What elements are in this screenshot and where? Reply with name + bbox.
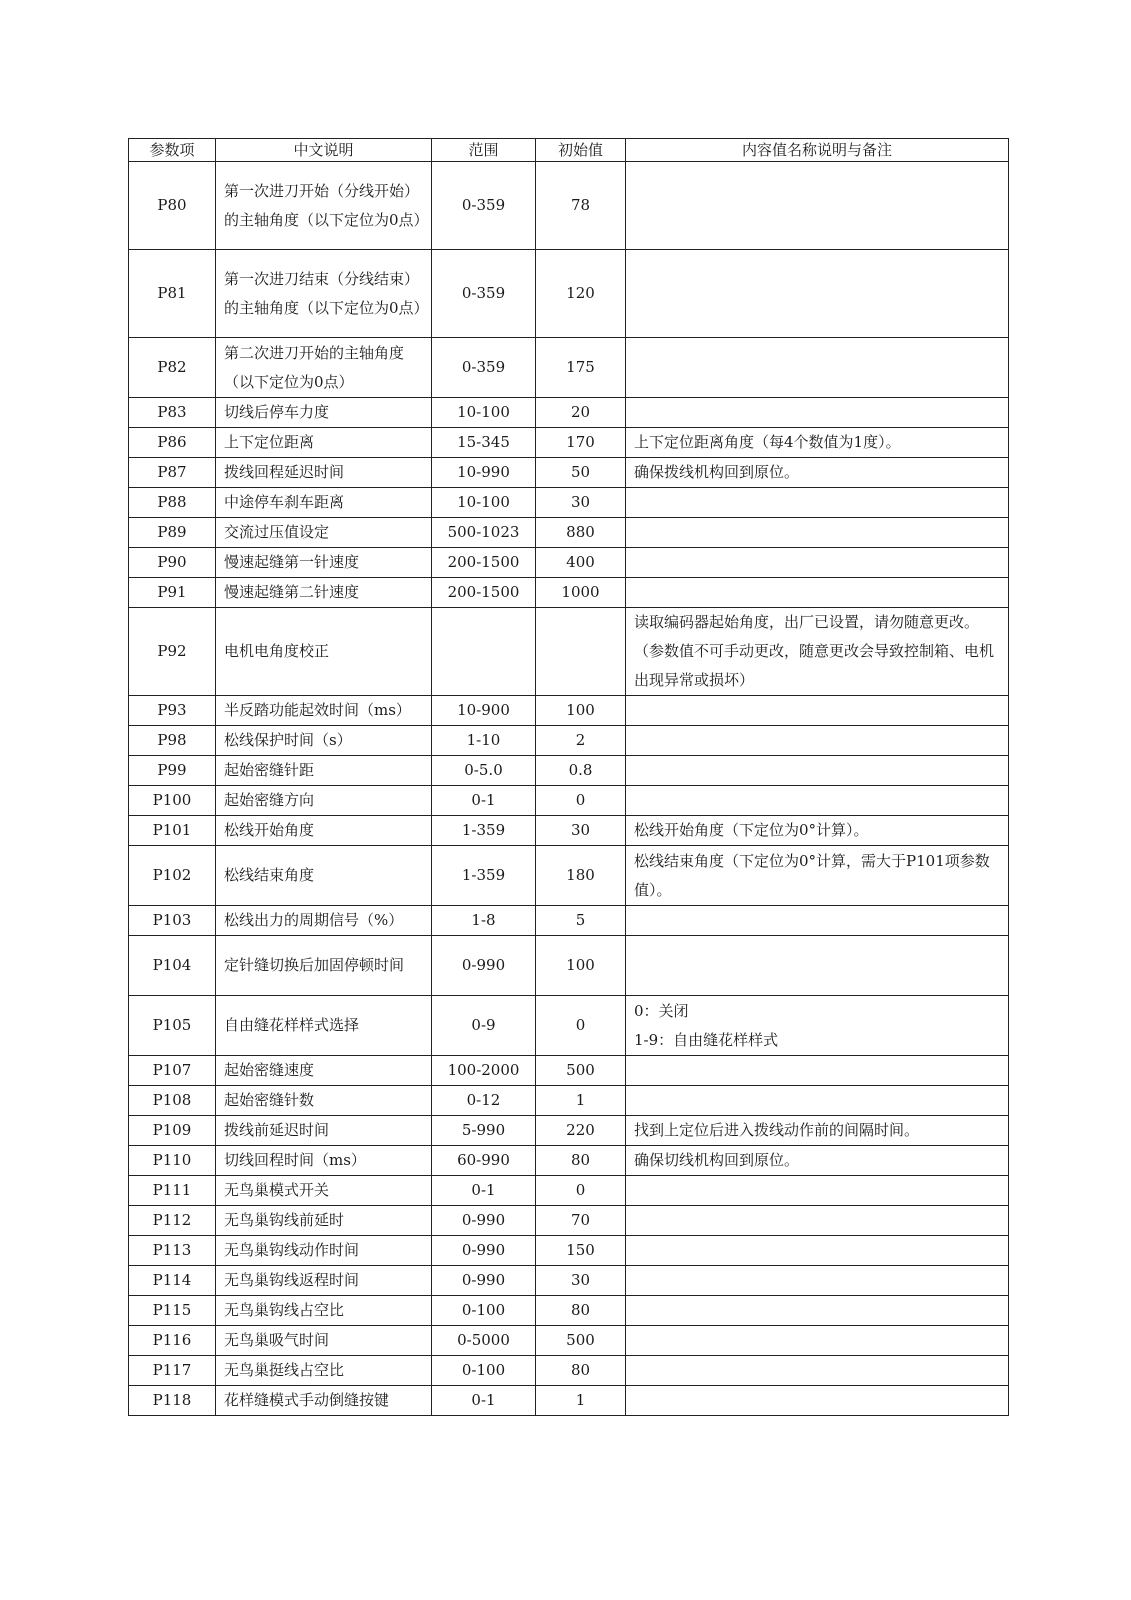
table-row [129,1176,1009,1206]
param-initial-value-cell: 78 [536,162,626,250]
param-initial-value-cell: 175 [536,338,626,398]
table-row [129,398,1009,428]
param-description-cell: 起始密缝针距 [216,756,432,786]
param-initial-value-cell: 0.8 [536,756,626,786]
param-id-cell: P105 [129,996,216,1056]
table-row [129,1356,1009,1386]
table-row [129,786,1009,816]
param-description-cell: 无鸟巢钩线前延时 [216,1206,432,1236]
param-note-cell [626,1296,1009,1326]
param-id-cell: P107 [129,1056,216,1086]
table-row [129,1266,1009,1296]
param-range-cell: 0-12 [432,1086,536,1116]
param-initial-value-cell: 120 [536,250,626,338]
table-row [129,1086,1009,1116]
param-initial-value-cell: 1 [536,1386,626,1416]
table-row [129,1116,1009,1146]
param-id-cell: P112 [129,1206,216,1236]
param-id-cell: P86 [129,428,216,458]
param-id-cell: P90 [129,548,216,578]
table-row [129,548,1009,578]
param-range-cell: 0-359 [432,250,536,338]
param-note-cell [626,1266,1009,1296]
param-note-cell [626,1176,1009,1206]
param-description-cell: 切线回程时间（ms） [216,1146,432,1176]
param-initial-value-cell: 30 [536,1266,626,1296]
param-description-cell: 定针缝切换后加固停顿时间 [216,936,432,996]
table-row [129,1326,1009,1356]
param-note-cell [626,786,1009,816]
param-description-cell: 松线开始角度 [216,816,432,846]
param-id-cell: P93 [129,696,216,726]
table-row [129,906,1009,936]
param-initial-value-cell: 150 [536,1236,626,1266]
param-range-cell: 0-359 [432,338,536,398]
param-note-cell [626,936,1009,996]
param-description-cell: 起始密缝方向 [216,786,432,816]
param-initial-value-cell: 30 [536,488,626,518]
param-range-cell: 0-359 [432,162,536,250]
param-initial-value-cell: 500 [536,1326,626,1356]
param-id-cell: P113 [129,1236,216,1266]
param-initial-value-cell: 500 [536,1056,626,1086]
param-id-cell: P117 [129,1356,216,1386]
param-range-cell: 1-359 [432,846,536,906]
param-note-cell [626,696,1009,726]
param-range-cell: 0-990 [432,1236,536,1266]
param-id-cell: P103 [129,906,216,936]
param-initial-value-cell: 5 [536,906,626,936]
param-note-cell [626,1326,1009,1356]
param-description-cell: 上下定位距离 [216,428,432,458]
param-id-cell: P87 [129,458,216,488]
table-row [129,1146,1009,1176]
param-range-cell: 60-990 [432,1146,536,1176]
param-description-cell: 交流过压值设定 [216,518,432,548]
param-description-cell: 第一次进刀结束（分线结束）的主轴角度（以下定位为0点） [216,250,432,338]
param-note-cell: 确保切线机构回到原位。 [626,1146,1009,1176]
header-description: 中文说明 [216,139,432,162]
param-range-cell: 500-1023 [432,518,536,548]
param-initial-value-cell: 2 [536,726,626,756]
table-row [129,338,1009,398]
param-description-cell: 切线后停车力度 [216,398,432,428]
param-note-cell [626,250,1009,338]
param-description-cell: 半反踏功能起效时间（ms） [216,696,432,726]
param-id-cell: P91 [129,578,216,608]
param-note-cell: 松线开始角度（下定位为0°计算）。 [626,816,1009,846]
param-note-cell [626,1236,1009,1266]
table-header-row [129,139,1009,162]
table-row [129,488,1009,518]
param-range-cell: 0-1 [432,786,536,816]
parameter-table [128,138,1009,1416]
param-description-cell: 无鸟巢钩线动作时间 [216,1236,432,1266]
param-initial-value-cell: 100 [536,696,626,726]
param-id-cell: P109 [129,1116,216,1146]
param-initial-value-cell: 1000 [536,578,626,608]
param-note-cell [626,1356,1009,1386]
table-row [129,608,1009,696]
param-note-cell: 读取编码器起始角度，出厂已设置，请勿随意更改。（参数值不可手动更改，随意更改会导致控制箱、电机出现异常或损坏） [626,608,1009,696]
param-initial-value-cell: 0 [536,996,626,1056]
param-id-cell: P98 [129,726,216,756]
param-initial-value-cell: 0 [536,1176,626,1206]
param-range-cell: 0-5000 [432,1326,536,1356]
param-description-cell: 第二次进刀开始的主轴角度（以下定位为0点） [216,338,432,398]
param-initial-value-cell: 20 [536,398,626,428]
param-range-cell: 15-345 [432,428,536,458]
table-row [129,816,1009,846]
param-description-cell: 拨线回程延迟时间 [216,458,432,488]
param-range-cell: 200-1500 [432,578,536,608]
param-initial-value-cell: 220 [536,1116,626,1146]
param-id-cell: P111 [129,1176,216,1206]
param-id-cell: P99 [129,756,216,786]
param-note-cell [626,488,1009,518]
param-id-cell: P82 [129,338,216,398]
table-row [129,250,1009,338]
param-note-cell [626,1056,1009,1086]
param-description-cell: 无鸟巢钩线返程时间 [216,1266,432,1296]
param-initial-value-cell: 100 [536,936,626,996]
param-range-cell: 10-100 [432,488,536,518]
param-description-cell: 中途停车刹车距离 [216,488,432,518]
param-note-cell [626,578,1009,608]
table-body [129,162,1009,1416]
param-description-cell: 起始密缝针数 [216,1086,432,1116]
param-range-cell: 0-990 [432,1206,536,1236]
param-range-cell: 5-990 [432,1116,536,1146]
table-row [129,518,1009,548]
param-description-cell: 自由缝花样样式选择 [216,996,432,1056]
param-id-cell: P92 [129,608,216,696]
param-note-cell [626,548,1009,578]
param-range-cell: 1-8 [432,906,536,936]
param-id-cell: P101 [129,816,216,846]
param-note-cell [626,726,1009,756]
param-note-cell [626,162,1009,250]
param-description-cell: 慢速起缝第二针速度 [216,578,432,608]
table-row [129,1236,1009,1266]
param-range-cell: 0-100 [432,1356,536,1386]
param-range-cell: 0-100 [432,1296,536,1326]
param-description-cell: 松线出力的周期信号（%） [216,906,432,936]
table-row [129,162,1009,250]
param-note-cell [626,1206,1009,1236]
note-line: 0：关闭 [634,1001,689,1020]
param-initial-value-cell: 50 [536,458,626,488]
param-id-cell: P100 [129,786,216,816]
table-row [129,936,1009,996]
param-range-cell: 10-100 [432,398,536,428]
header-notes: 内容值名称说明与备注 [626,139,1009,162]
header-range: 范围 [432,139,536,162]
note-line: 1-9：自由缝花样样式 [634,1030,779,1049]
param-range-cell: 10-900 [432,696,536,726]
param-id-cell: P110 [129,1146,216,1176]
param-description-cell: 花样缝模式手动倒缝按键 [216,1386,432,1416]
param-id-cell: P104 [129,936,216,996]
param-initial-value-cell: 1 [536,1086,626,1116]
param-id-cell: P89 [129,518,216,548]
param-id-cell: P88 [129,488,216,518]
param-range-cell: 0-990 [432,1266,536,1296]
param-description-cell: 无鸟巢模式开关 [216,1176,432,1206]
param-range-cell: 0-1 [432,1386,536,1416]
header-initial-value: 初始值 [536,139,626,162]
param-description-cell: 电机电角度校正 [216,608,432,696]
param-note-cell [626,756,1009,786]
param-note-cell: 上下定位距离角度（每4个数值为1度）。 [626,428,1009,458]
param-initial-value-cell: 80 [536,1356,626,1386]
param-range-cell: 1-359 [432,816,536,846]
param-id-cell: P115 [129,1296,216,1326]
param-description-cell: 无鸟巢挺线占空比 [216,1356,432,1386]
param-note-cell [626,1086,1009,1116]
param-description-cell: 无鸟巢钩线占空比 [216,1296,432,1326]
param-range-cell: 0-990 [432,936,536,996]
param-note-cell [626,1386,1009,1416]
param-note-cell: 松线结束角度（下定位为0°计算，需大于P101项参数值）。 [626,846,1009,906]
param-description-cell: 拨线前延迟时间 [216,1116,432,1146]
param-note-cell [626,996,1009,1056]
param-id-cell: P114 [129,1266,216,1296]
param-description-cell: 第一次进刀开始（分线开始）的主轴角度（以下定位为0点） [216,162,432,250]
param-initial-value-cell: 80 [536,1296,626,1326]
table-row [129,578,1009,608]
param-initial-value-cell: 30 [536,816,626,846]
param-initial-value-cell: 400 [536,548,626,578]
param-initial-value-cell: 880 [536,518,626,548]
table-row [129,726,1009,756]
param-range-cell: 200-1500 [432,548,536,578]
param-id-cell: P80 [129,162,216,250]
param-initial-value-cell: 70 [536,1206,626,1236]
param-range-cell [432,608,536,696]
table-row [129,846,1009,906]
table-row [129,428,1009,458]
param-range-cell: 10-990 [432,458,536,488]
param-id-cell: P118 [129,1386,216,1416]
param-initial-value-cell: 180 [536,846,626,906]
table-row [129,756,1009,786]
table-row [129,1386,1009,1416]
table-row [129,696,1009,726]
param-description-cell: 无鸟巢吸气时间 [216,1326,432,1356]
table-row [129,1056,1009,1086]
param-range-cell: 1-10 [432,726,536,756]
param-description-cell: 松线结束角度 [216,846,432,906]
param-note-cell [626,398,1009,428]
header-param-id: 参数项 [129,139,216,162]
param-initial-value-cell [536,608,626,696]
param-initial-value-cell: 0 [536,786,626,816]
param-initial-value-cell: 80 [536,1146,626,1176]
param-id-cell: P83 [129,398,216,428]
param-id-cell: P102 [129,846,216,906]
param-range-cell: 0-1 [432,1176,536,1206]
param-id-cell: P108 [129,1086,216,1116]
param-range-cell: 0-5.0 [432,756,536,786]
param-note-cell: 找到上定位后进入拨线动作前的间隔时间。 [626,1116,1009,1146]
table-row [129,1206,1009,1236]
param-note-cell: 确保拨线机构回到原位。 [626,458,1009,488]
param-description-cell: 慢速起缝第一针速度 [216,548,432,578]
param-id-cell: P81 [129,250,216,338]
param-note-cell [626,338,1009,398]
param-id-cell: P116 [129,1326,216,1356]
table-row [129,996,1009,1056]
param-description-cell: 松线保护时间（s） [216,726,432,756]
param-range-cell: 0-9 [432,996,536,1056]
param-note-cell [626,906,1009,936]
param-description-cell: 起始密缝速度 [216,1056,432,1086]
table-row [129,1296,1009,1326]
param-initial-value-cell: 170 [536,428,626,458]
table-row [129,458,1009,488]
param-range-cell: 100-2000 [432,1056,536,1086]
param-note-cell [626,518,1009,548]
